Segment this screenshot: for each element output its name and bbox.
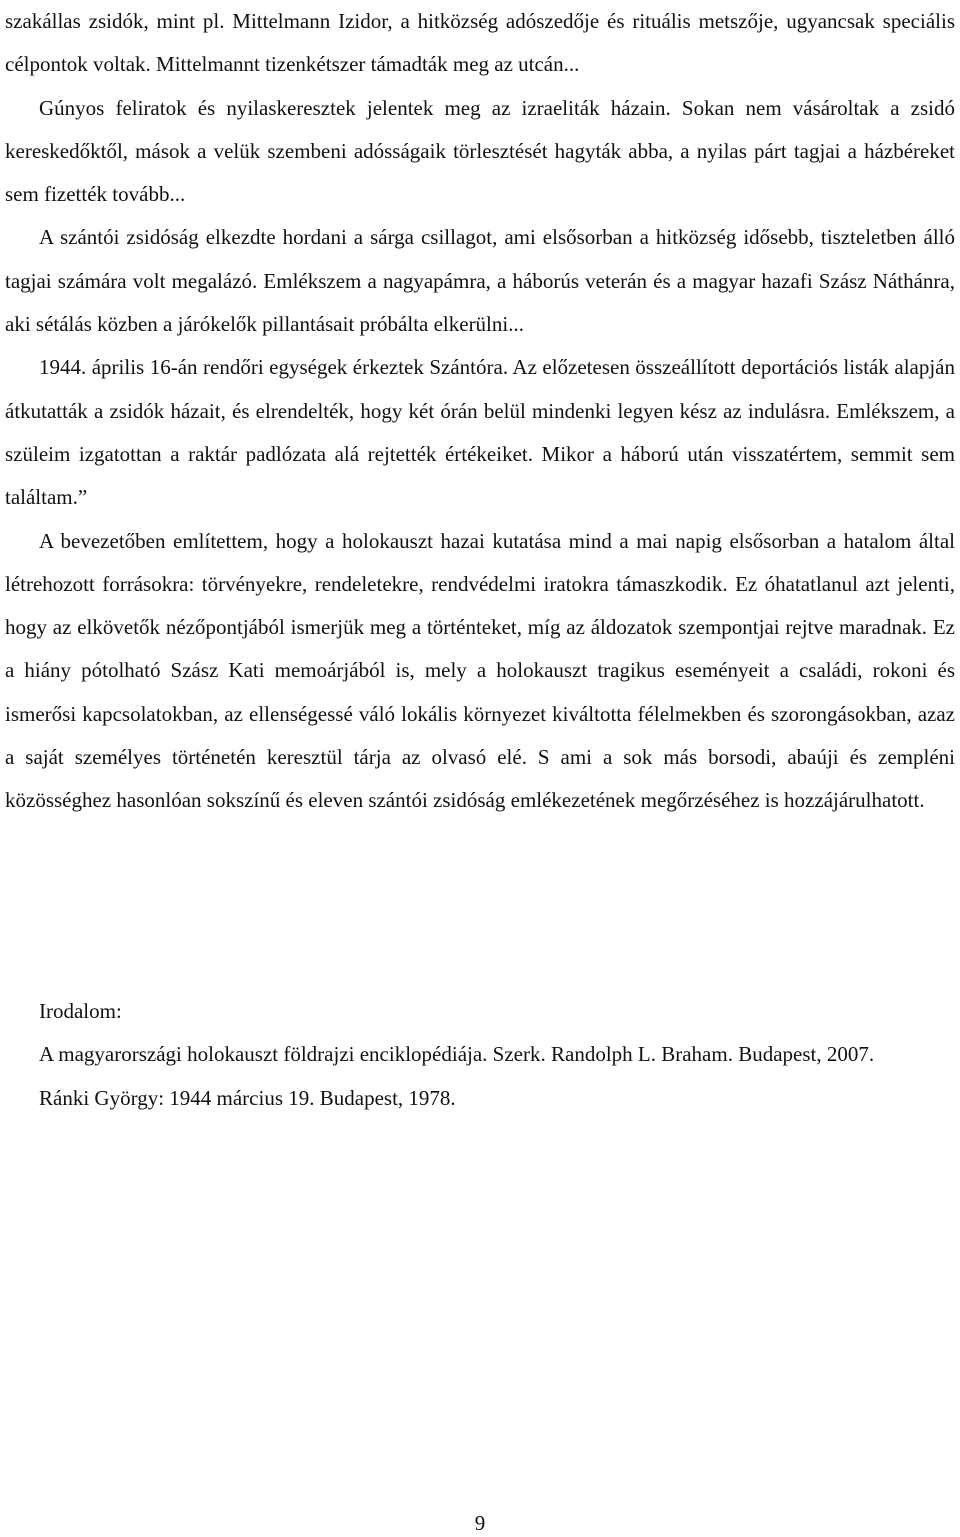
references-heading: Irodalom: [39, 999, 122, 1023]
page-number: 9 [474, 1511, 486, 1535]
paragraph-2: Gúnyos feliratok és nyilaskeresztek jelentek meg az izraeliták házain. Sokan nem vásároltak a zsidó kereskedőktől, mások a velük szembeni adósságaik törlesztését hagyták abba, a nyilas párt tagjai a házbéreket sem fizették tovább... [5, 95, 955, 207]
paragraph-4: 1944. április 16-án rendőri egységek érkeztek Szántóra. Az előzetesen összeállított deportációs listák alapján átkutatták a zsidók házait, és elrendelték, hogy két órán belül mindenki legyen kész az indulásra. Emlékszem, a szüleim izgatottan a raktár padlózata alá rejtették értékeiket. Mikor a háború után visszatértem, semmit sem találtam.” [5, 355, 955, 510]
body-text [5, 0, 955, 823]
paragraph-3: A szántói zsidóság elkezdte hordani a sárga csillagot, ami elsősorban a hitközség idősebb, tiszteletben álló tagjai számára volt megalázó. Emlékszem a nagyapámra, a háborús veterán és a magyar hazafi Szász Náthánra, aki sétálás közben a járókelők pillantásait próbálta elkerülni... [5, 225, 955, 337]
reference-item-2: Ránki György: 1944 március 19. Budapest, 1978. [39, 1085, 456, 1110]
references-section [5, 990, 955, 1120]
paragraph-1: szakállas zsidók, mint pl. Mittelmann Izidor, a hitközség adószedője és rituális metszője, ugyancsak speciális célpontok voltak. Mittelmannt tizenkétszer támadták meg az utcán... [5, 9, 955, 77]
reference-item-1: A magyarországi holokauszt földrajzi enciklopédiája. Szerk. Randolph L. Braham. Budapest, 2007. [39, 1042, 875, 1067]
paragraph-5: A bevezetőben említettem, hogy a holokauszt hazai kutatása mind a mai napig elsősorban a hatalom által létrehozott forrásokra: törvényekre, rendeletekre, rendvédelmi iratokra támaszkodik. Ez óhatatlanul azt jelenti, hogy az elkövetők nézőpontjából ismerjük meg a történteket, míg az áldozatok szempontjai rejtve maradnak. Ez a hiány pótolható Szász Kati memoárjából is, mely a holokauszt tragikus eseményeit a családi, rokoni és ismerősi kapcsolatokban, az ellenségessé váló lokális környezet kiváltotta félelmekben és szorongásokban, azaz a saját személyes történetén keresztül tárja az olvasó elé. S ami a sok más borsodi, abaúji és zempléni közösséghez hasonlóan sokszínű és eleven szántói zsidóság emlékezetének megőrzéséhez is hozzájárulhatott. [5, 528, 955, 813]
